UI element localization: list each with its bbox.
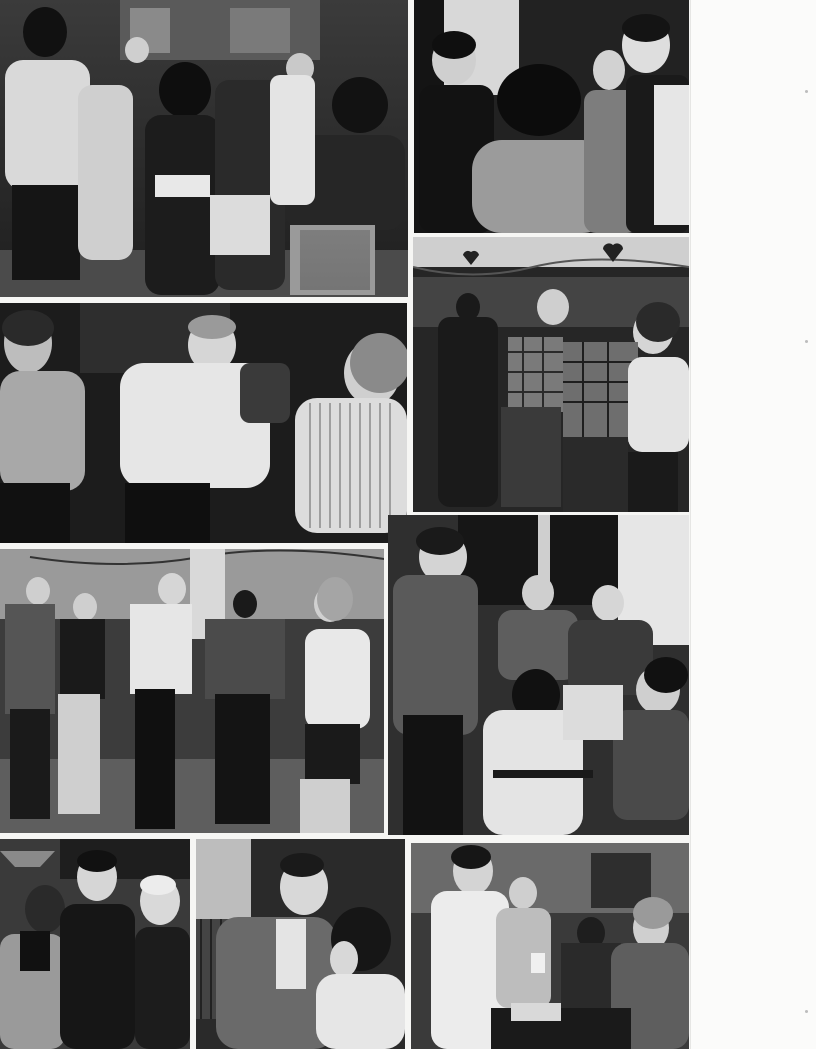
photo-image [388, 515, 689, 835]
margin-mark [805, 340, 808, 343]
photo-image [0, 0, 408, 297]
photo-image [0, 549, 384, 833]
photo-man-and-woman-seated [196, 839, 405, 1049]
photo-image [0, 303, 407, 543]
photo-smiling-woman-dancing [0, 303, 407, 543]
photo-image [0, 839, 190, 1049]
photo-image [414, 0, 689, 233]
margin-mark [805, 1010, 808, 1013]
margin-mark [805, 90, 808, 93]
photo-twist-dance-floor [0, 549, 384, 833]
photo-group-conversation [414, 0, 689, 233]
photo-three-boys-laughing [0, 839, 190, 1049]
photo-image [411, 843, 689, 1049]
photo-seated-table-group [388, 515, 689, 835]
photo-image [413, 237, 689, 512]
page-margin [690, 0, 816, 1049]
photo-image [196, 839, 405, 1049]
photo-dance-floor-crowd [0, 0, 408, 297]
photo-refreshments-table [411, 843, 689, 1049]
photo-plaid-shirt-couples [413, 237, 689, 512]
